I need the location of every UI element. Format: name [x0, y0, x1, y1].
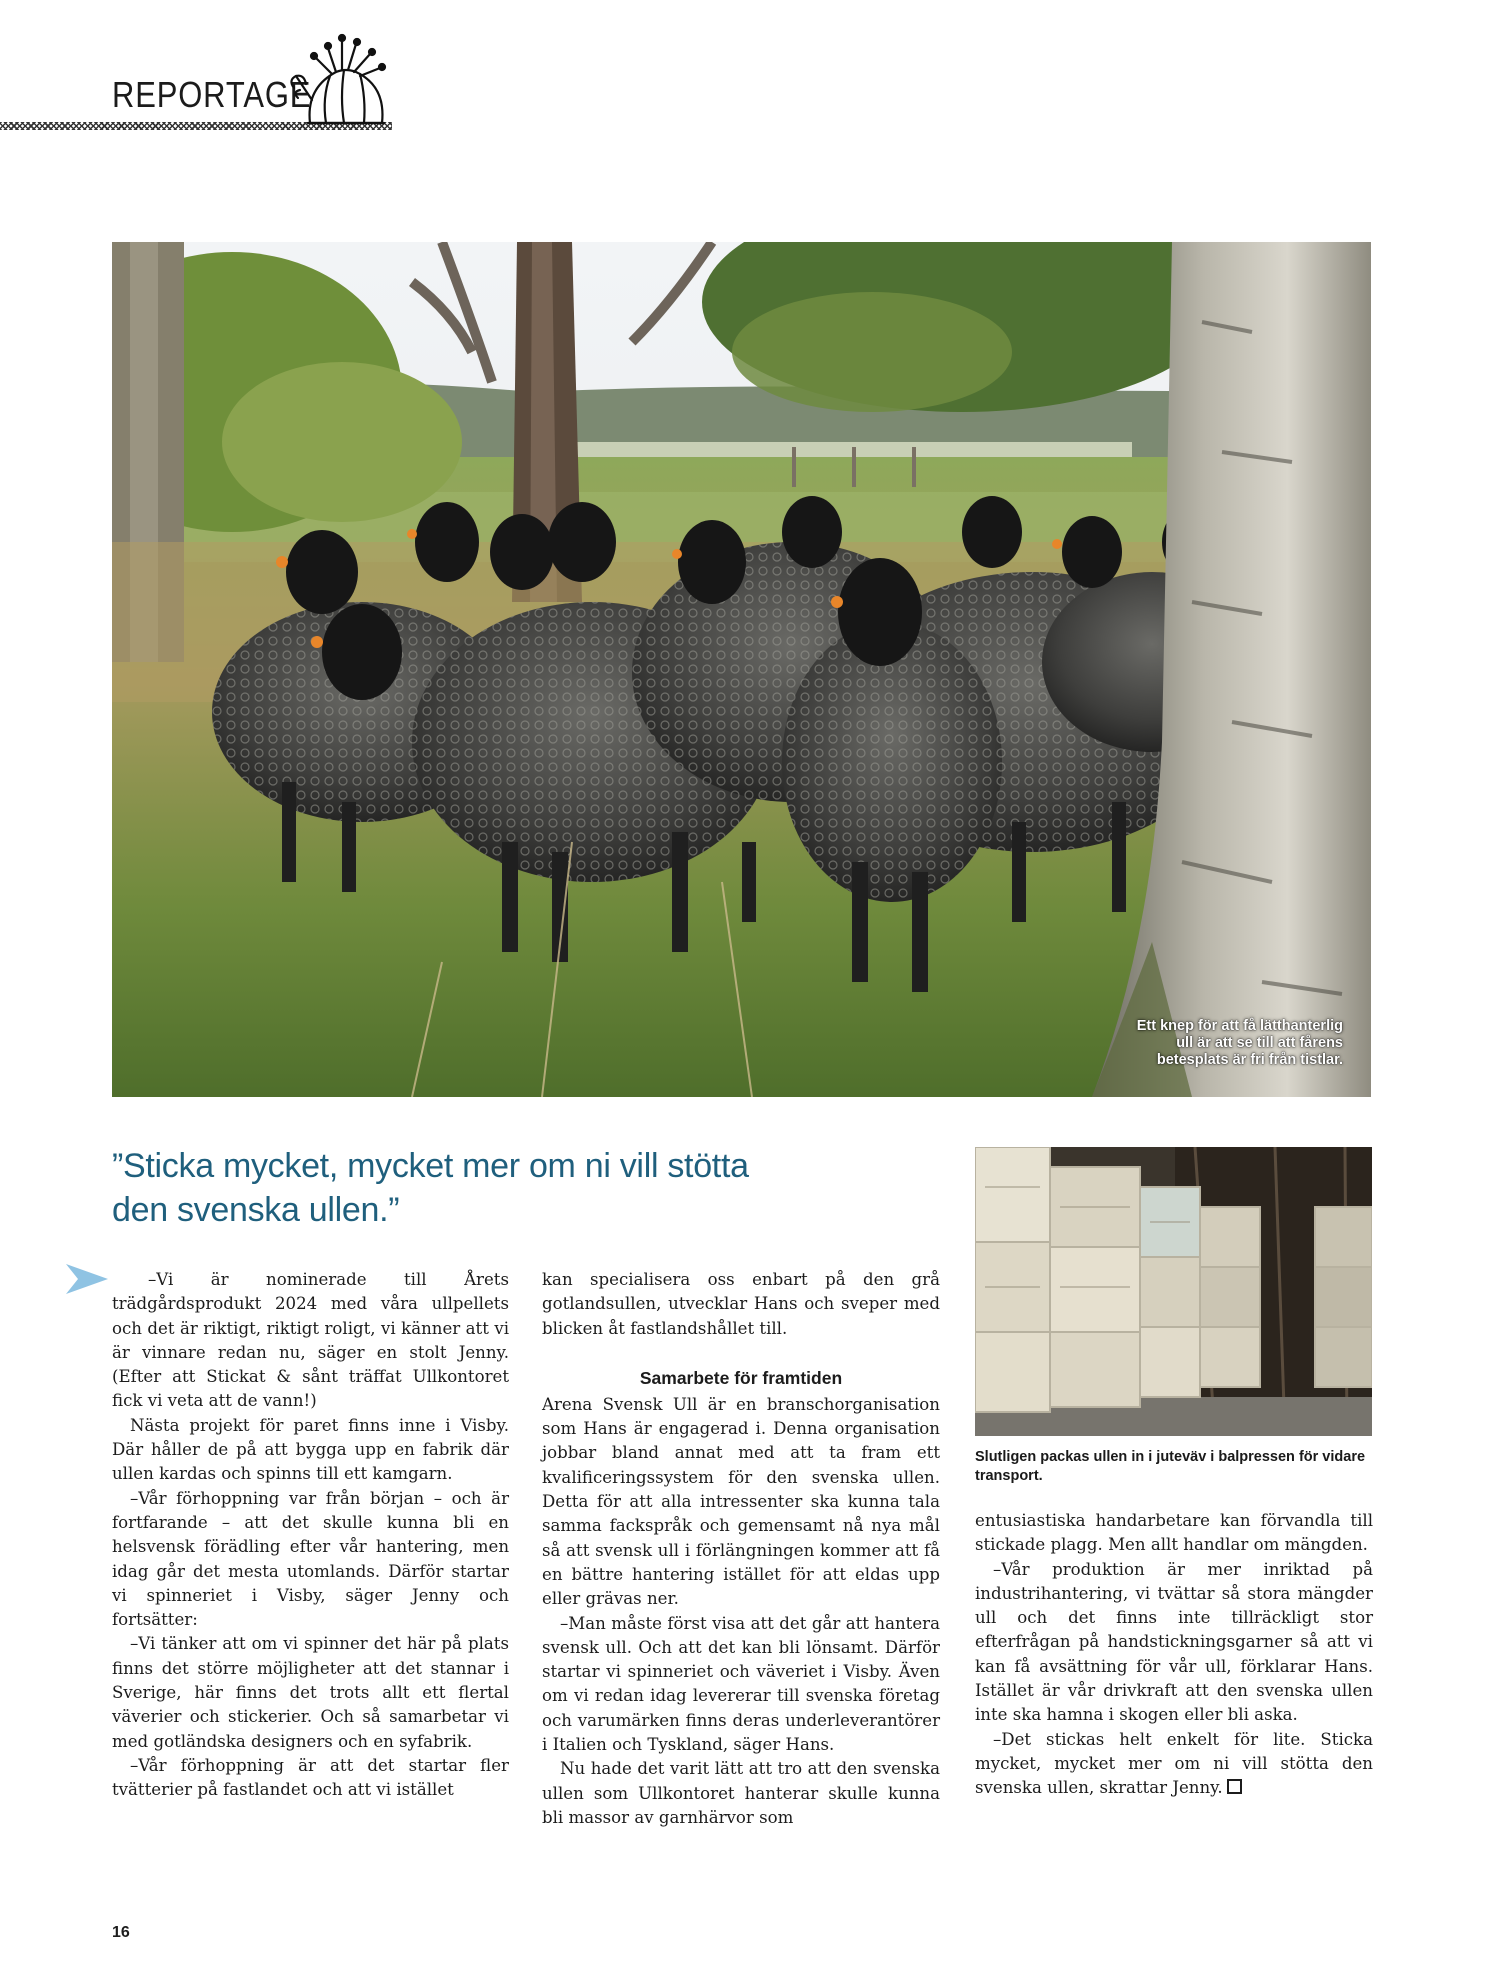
- paragraph: kan specialisera oss enbart på den grå gotlandsullen, utvecklar Hans och sveper med blicken åt fastlandshållet till.: [542, 1270, 940, 1338]
- paragraph: –Man måste först visa att det går att hantera svensk ull. Och att det kan bli lönsamt. Därför startar vi spinneriet och väveriet i Visby. Även om vi redan idag levererar till svenska företag och varumärken finns deras underleverantörer i Italien och Tyskland, säger Hans.: [542, 1613, 940, 1755]
- wool-photo-caption: Slutligen packas ullen in i juteväv i balpressen för vidare transport.: [975, 1449, 1366, 1484]
- paragraph: entusiastiska handarbetare kan förvandla till stickade plagg. Men allt handlar om mängden.: [975, 1511, 1373, 1555]
- article-column-3: [975, 1509, 1373, 1801]
- article-column-2: [542, 1268, 940, 1830]
- paragraph: –Vi tänker att om vi spinner det här på plats finns det större möjligheter att det stannar i Sverige, här finns det trots allt ett flertal väverier och stickerier. Och så samarbetar vi med gotländska designers och en syfabrik.: [112, 1634, 509, 1751]
- paragraph: –Vår förhoppning är att det startar fler tvätterier på fastlandet och att vi istället: [112, 1755, 509, 1800]
- paragraph: –Vi är nominerade till Årets trädgårdsprodukt 2024 med våra ullpellets och det är riktigt, riktigt roligt, vi känner att vi är vinnare redan nu, säger en stolt Jenny. (Efter att Stickat & sånt träffat Ullkontoret fick vi veta att de vann!): [112, 1270, 509, 1411]
- main-photo-caption: Ett knep för att få lätthanterlig ull är att se till att fårens betesplats är fri från tistlar.: [1136, 1018, 1343, 1068]
- pincushion-icon: [284, 28, 404, 132]
- paragraph: Arena Svensk Ull är en branschorganisation som Hans är engagerad i. Denna organisation jobbar bland annat med att ta fram ett kvalificeringssystem för den svenska ullen. Detta för att alla intressenter ska kunna tala samma fackspråk och gemensamt nå nya mål så att svensk ull i förlängningen kommer att få en bättre hantering istället för att eldas upp eller grävas ner.: [542, 1394, 940, 1609]
- section-label: REPORTAGE: [112, 74, 312, 115]
- paragraph: Nu hade det varit lätt att tro att den svenska ullen som Ullkontoret hanterar skulle kunna bli massor av garnhärvor som: [542, 1759, 940, 1827]
- paragraph-last-text: –Det stickas helt enkelt för lite. Sticka mycket, mycket mer om ni vill stötta den svenska ullen, skrattar Jenny.: [975, 1729, 1373, 1798]
- wool-bales-photo: [975, 1147, 1372, 1436]
- pull-quote: ”Sticka mycket, mycket mer om ni vill stötta den svenska ullen.”: [112, 1147, 749, 1229]
- arrow-right-icon: [64, 1262, 110, 1296]
- paragraph-last: [975, 1728, 1373, 1801]
- main-photo-sheep: [112, 242, 1371, 1097]
- article-column-1: [112, 1268, 509, 1803]
- paragraph: Nästa projekt för paret finns inne i Visby. Där håller de på att bygga upp en fabrik där ullen kardas och spinns till ett kamgarn.: [112, 1415, 509, 1484]
- page-number: 16: [112, 1924, 130, 1941]
- paragraph: –Vår produktion är mer inriktad på industrihantering, vi tvättar så stora mängder ull och det finns inte tillräckligt stor efterfrågan på handstickningsgarner så att vi kan få avsättning för vår ull, förklarar Hans. Istället är vår drivkraft att den svenska ullen inte ska hamna i skogen eller bli aska.: [975, 1559, 1373, 1725]
- subheading: Samarbete för framtiden: [639, 1367, 843, 1388]
- end-square-icon: [1227, 1779, 1242, 1794]
- paragraph: –Vår förhoppning var från början – och är fortfarande – att det skulle kunna bli en helsvensk förädling efter vår hantering, men idag går det mesta utomlands. Därför startar vi spinneriet i Visby, säger Jenny och fortsätter:: [112, 1488, 509, 1630]
